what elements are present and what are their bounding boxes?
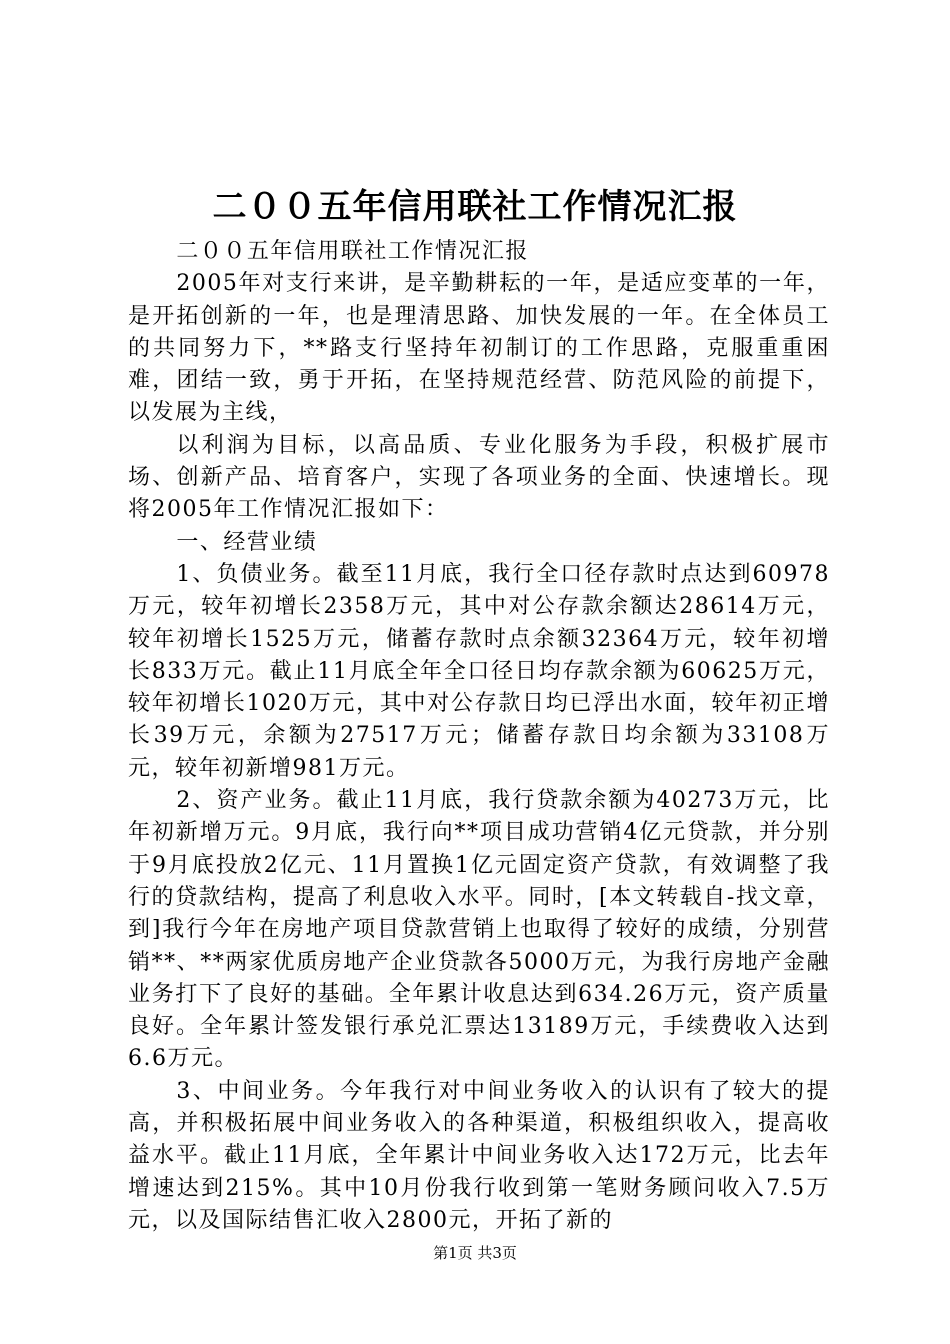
paragraph-intro: 2005年对支行来讲，是辛勤耕耘的一年，是适应变革的一年，是开拓创新的一年，也是理清思路、加快发展的一年。在全体员工的共同努力下，**路支行坚持年初制订的工作思路，克服重重困难，团结一致，勇于开拓，在坚持规范经营、防范风险的前提下，以发展为主线， (128, 271, 830, 426)
page-indicator: 第1页 共3页 (433, 1244, 517, 1262)
paragraph-subtitle: 二００五年信用联社工作情况汇报 (176, 239, 529, 264)
section-heading-performance: 一、经营业绩 (176, 529, 318, 555)
paragraph-assets: 2、资产业务。截止11月底，我行贷款余额为40273万元，比年初新增万元。9月底，我行向**项目成功营销4亿元贷款，并分别于9月底投放2亿元、11月置换1亿元固定资产贷款，有效调整了我行的贷款结构，提高了利息收入水平。同时，[本文转载自-找文章，到]我行今年在房地产项目贷款营销上也取得了较好的成绩，分别营销**、**两家优质房地产企业贷款各5000万元，为我行房地产金融业务打下了良好的基础。全年累计收息达到634.26万元，资产质量良好。全年累计签发银行承兑汇票达13189万元，手续费收入达到6.6万元。 (128, 788, 830, 1072)
paragraph-intermediary: 3、中间业务。今年我行对中间业务收入的认识有了较大的提高，并积极拓展中间业务收入的各种渠道，积极组织收入，提高收益水平。截止11月底，全年累计中间业务收入达172万元，比去年增速达到215%。其中10月份我行收到第一笔财务顾问收入7.5万元，以及国际结售汇收入2800元，开拓了新的 (128, 1078, 830, 1233)
document-title: 二００五年信用联社工作情况汇报 (212, 187, 738, 227)
paragraph-liabilities: 1、负债业务。截至11月底，我行全口径存款时点达到60978万元，较年初增长2358万元，其中对公存款余额达28614万元，较年初增长1525万元，储蓄存款时点余额32364万元，较年初增长833万元。截止11月底全年全口径日均存款余额为60625万元，较年初增长1020万元，其中对公存款日均已浮出水面，较年初正增长39万元，余额为27517万元；储蓄存款日均余额为33108万元，较年初新增981万元。 (128, 561, 830, 781)
paragraph-intro-continued: 以利润为目标，以高品质、专业化服务为手段，积极扩展市场、创新产品、培育客户，实现了各项业务的全面、快速增长。现将2005年工作情况汇报如下： (128, 432, 830, 523)
document-body (128, 236, 830, 1237)
